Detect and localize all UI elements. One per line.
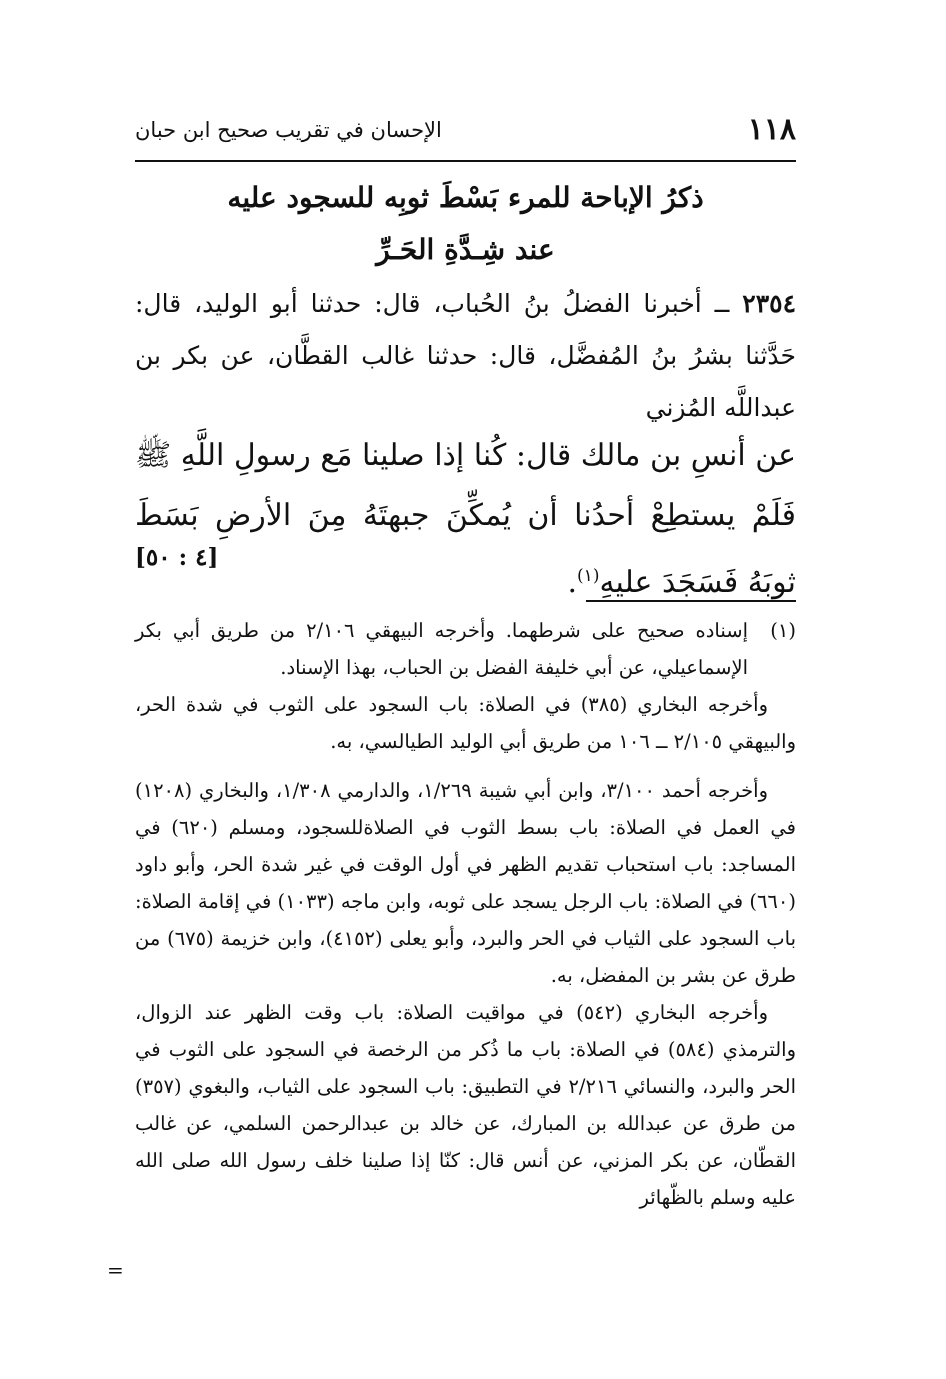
footnote-marker: (١) bbox=[770, 619, 796, 642]
header-rule bbox=[135, 160, 796, 162]
chapter-title-line-2: عند شِـدَّةِ الحَـرِّ bbox=[376, 233, 555, 266]
hadith-isnad bbox=[135, 278, 796, 434]
footnote-paragraph: وأخرجه البخاري (٥٤٢) في مواقيت الصلاة: باب وقت الظهر عند الزوال، والترمذي (٥٨٤) في الصلاة: باب ما ذُكر من الرخصة في السجود على الثوب في الحر والبرد، والنسائي ٢/٢١٦ في التطبيق: باب السجود على الثياب، والبغوي (٣٥٧) من طرق عن عبدالله بن المبارك، عن خالد بن عبدالرحمن السلمي، عن غالب القطّان، عن بكر المزني، عن أنس قال: كنّا إذا صلينا خلف رسول الله صلى الله عليه وسلم بالظّهائر bbox=[135, 1001, 796, 1209]
hadith-reference: [٤ : ٥٠] bbox=[135, 544, 219, 571]
hadith-matn bbox=[135, 426, 796, 613]
footnote-reference[interactable]: (١) bbox=[577, 566, 600, 586]
footnote-paragraph: وأخرجه أحمد ٣/١٠٠، وابن أبي شيبة ١/٢٦٩، والدارمي ١/٣٠٨، والبخاري (١٢٠٨) في العمل في الصلاة: باب بسط الثوب في الصلاةللسجود، ومسلم (٦٢٠) في المساجد: باب استحباب تقديم الظهر في أول الوقت في غير شدة الحر، وأبو داود (٦٦٠) في الصلاة: باب الرجل يسجد على ثوبه، وابن ماجه (١٠٣٣) في إقامة الصلاة: باب السجود على الثياب في الحر والبرد، وأبو يعلى (٤١٥٢)، وابن خزيمة (٦٧٥) من طرق عن بشر بن المفضل، به. bbox=[135, 779, 796, 987]
page-number: ١١٨ bbox=[747, 112, 796, 147]
footnotes bbox=[135, 612, 796, 1216]
hadith-number: ٢٣٥٤ bbox=[742, 289, 796, 318]
footnote-paragraph: (١) إسناده صحيح على شرطهما. وأخرجه البيهقي ٢/١٠٦ من طريق أبي بكر الإسماعيلي، عن أبي خليفة الفضل بن الحباب، بهذا الإسناد. bbox=[135, 612, 796, 686]
matn-end-mark: . bbox=[567, 565, 578, 600]
isnad-text: ــ أخبرنا الفضلُ بنُ الحُباب، قال: حدثنا أبو الوليد، قال: حَدَّثنا بشرُ بنُ المُفضَّل، قال: حدثنا غالب القطَّان، عن بكر بن عبداللَّه المُزني bbox=[135, 289, 796, 422]
running-header-title: الإحسان في تقريب صحيح ابن حبان bbox=[135, 118, 442, 142]
continuation-mark: = bbox=[107, 1258, 124, 1282]
footnote-rule bbox=[586, 600, 796, 602]
matn-text: عن أنسِ بن مالك قال: كُنا إذا صلينا مَع رسولِ اللَّهِ ﷺ فَلَمْ يستطِعْ أحدُنا أن يُمكِّنَ جبهتَهُ مِنَ الأرضِ بَسَطَ ثوبَهُ فَسَجَدَ عليهِ bbox=[135, 438, 796, 600]
footnote-paragraph: وأخرجه البخاري (٣٨٥) في الصلاة: باب السجود على الثوب في شدة الحر، والبيهقي ٢/١٠٥ ــ ١٠٦ من طريق أبي الوليد الطيالسي، به. bbox=[135, 693, 796, 753]
chapter-heading bbox=[135, 172, 796, 276]
chapter-title-line-1: ذكرُ الإباحة للمرء بَسْطَ ثوبِه للسجود عليه bbox=[227, 181, 704, 214]
